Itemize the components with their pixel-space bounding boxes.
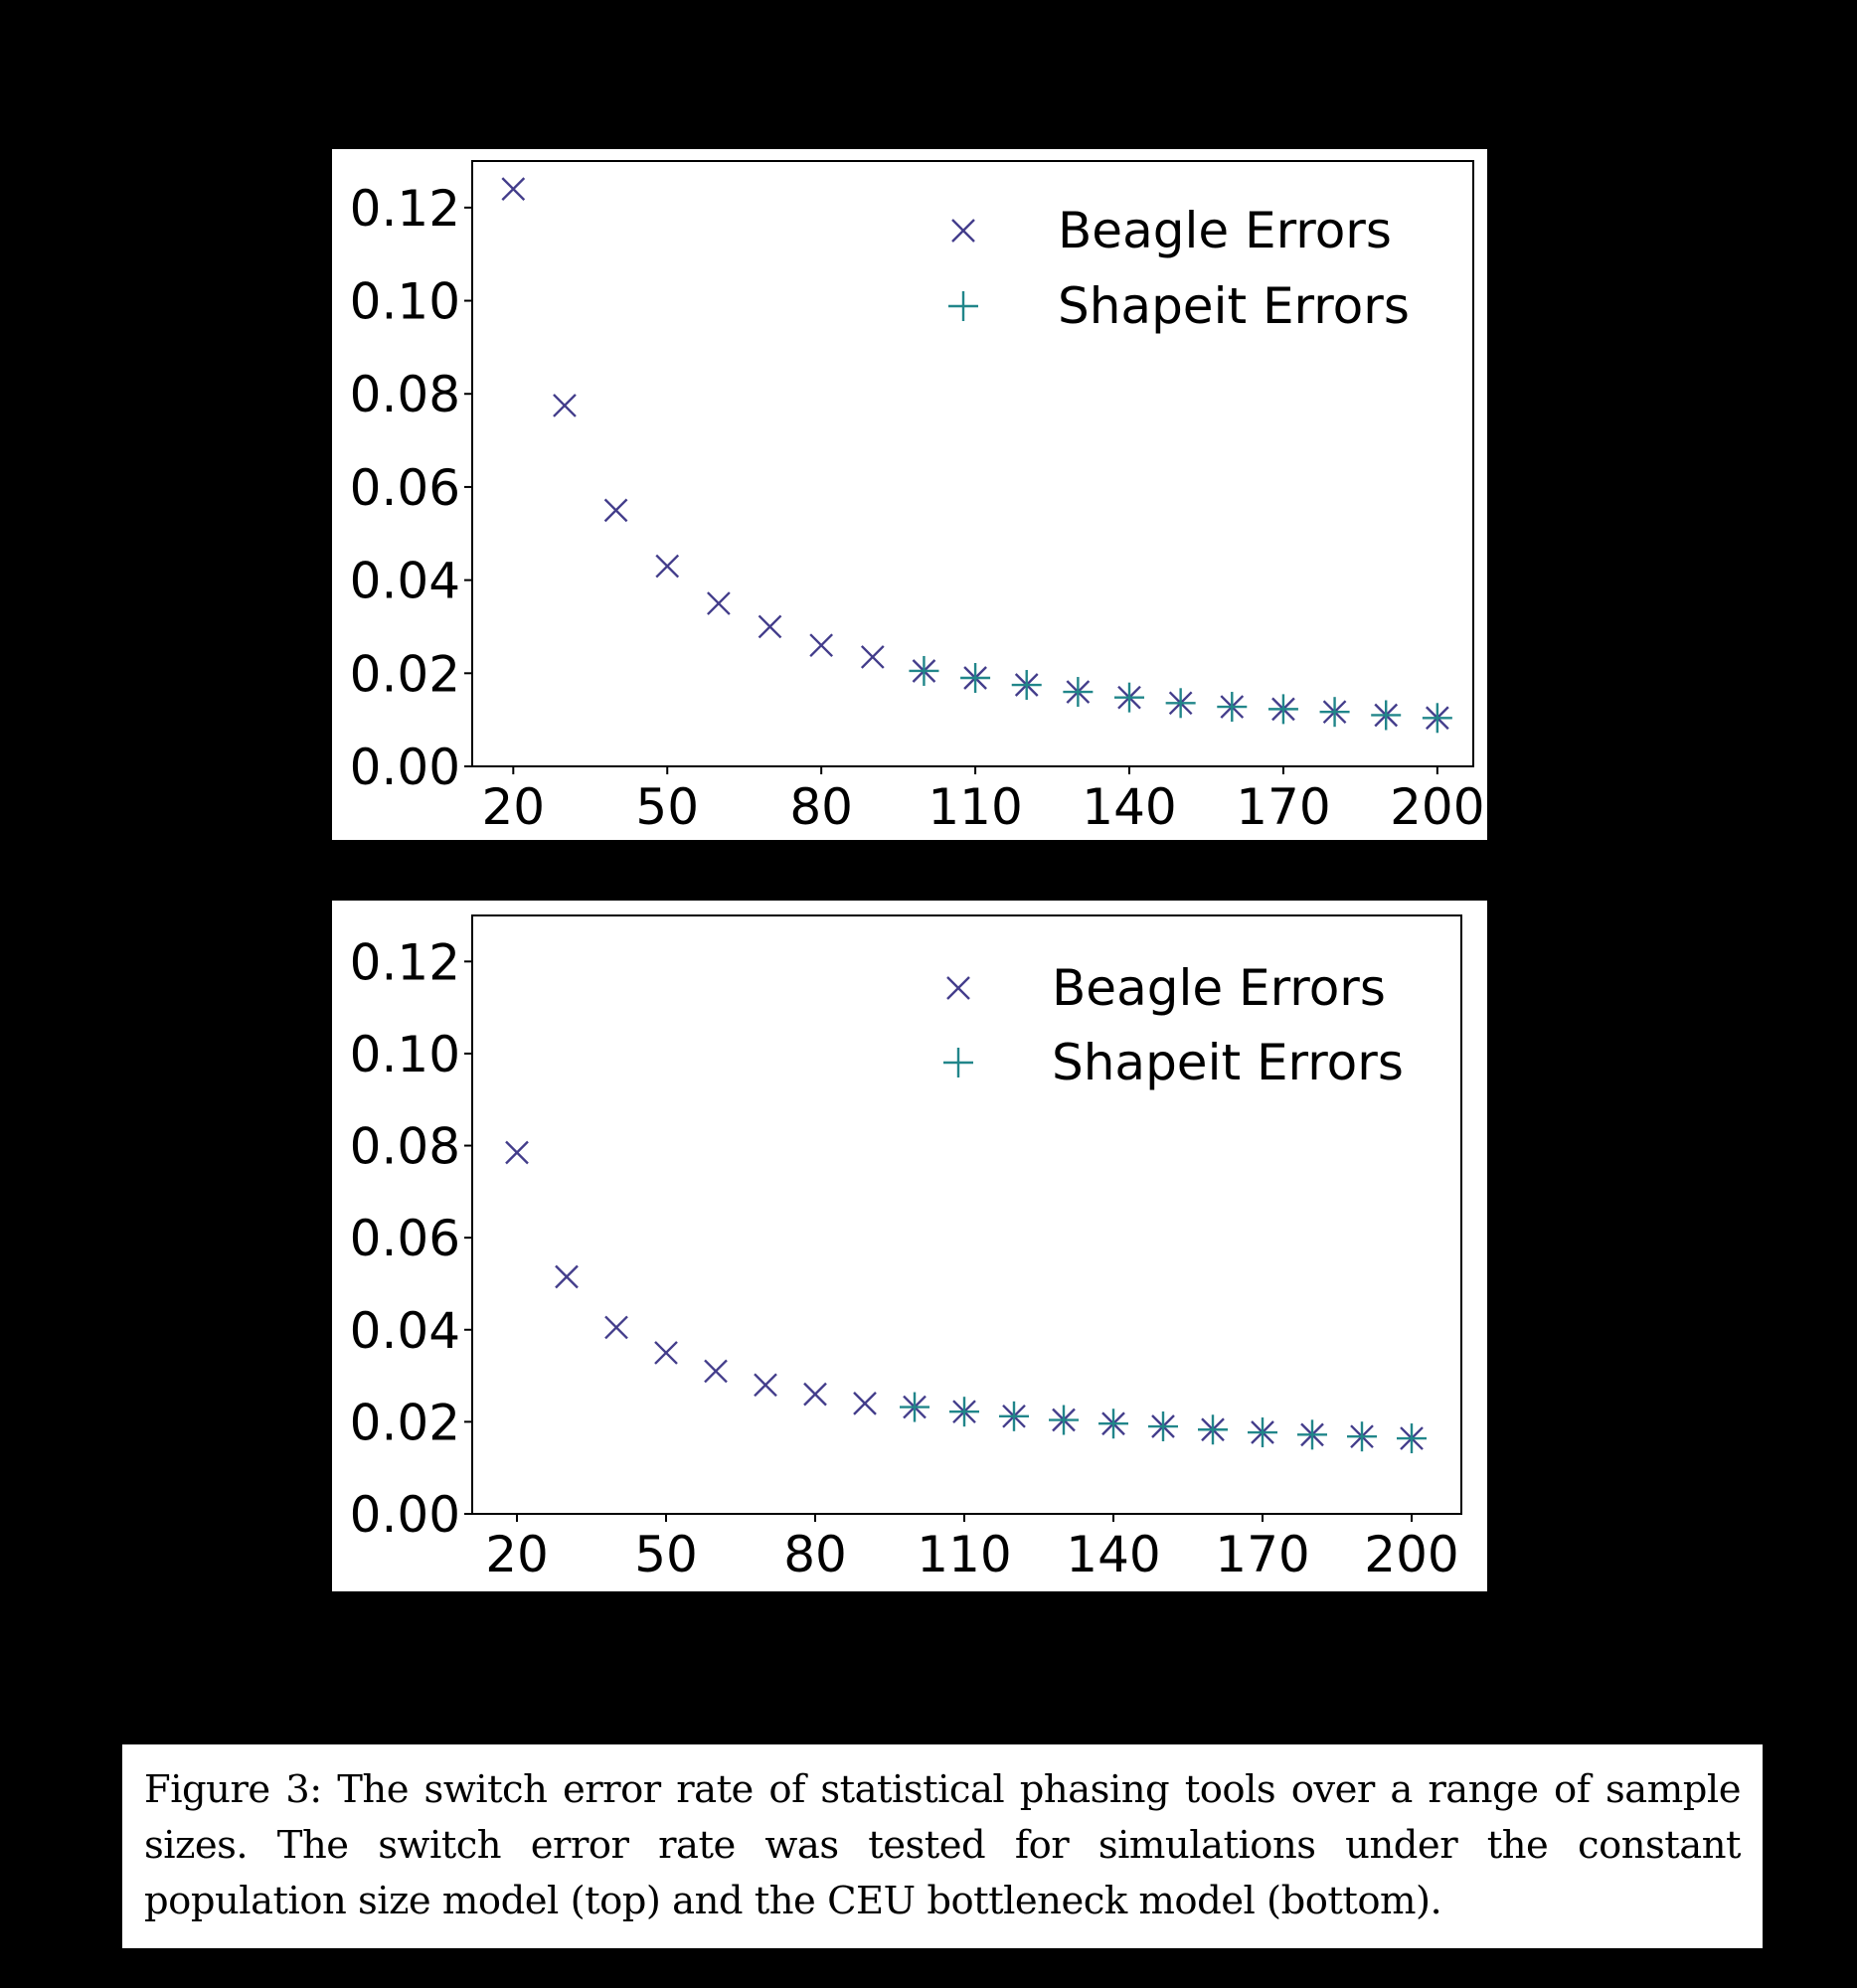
legend-shapeit-marker [943, 1048, 973, 1077]
y-tick-label: 0.02 [349, 645, 460, 704]
legend-beagle-marker [952, 220, 974, 242]
beagle-error-point [804, 1384, 826, 1406]
y-tick-label: 0.12 [349, 179, 460, 238]
legend-beagle-marker [947, 977, 969, 999]
y-tick-label: 0.10 [349, 1025, 460, 1083]
beagle-error-point [708, 592, 730, 614]
y-tick-label: 0.10 [349, 272, 460, 331]
bottom-chart-panel [332, 901, 1487, 1591]
x-tick-label: 110 [917, 1526, 1012, 1583]
x-tick-label: 110 [928, 778, 1023, 836]
beagle-error-point [862, 646, 884, 668]
y-tick-label: 0.08 [349, 1117, 460, 1176]
x-tick-label: 170 [1236, 778, 1331, 836]
legend-beagle-label: Beagle Errors [1058, 202, 1392, 259]
beagle-error-point [854, 1393, 876, 1414]
y-tick-label: 0.02 [349, 1394, 460, 1452]
y-tick-label: 0.04 [349, 552, 460, 610]
bottom-chart [332, 901, 1487, 1591]
beagle-error-point [605, 1316, 627, 1338]
legend-shapeit-marker [948, 291, 978, 321]
x-tick-label: 140 [1066, 1526, 1161, 1583]
x-tick-label: 200 [1390, 778, 1485, 836]
y-tick-label: 0.04 [349, 1301, 460, 1360]
beagle-error-point [755, 1374, 776, 1396]
y-tick-label: 0.12 [349, 933, 460, 992]
beagle-error-point [705, 1360, 727, 1382]
y-tick-label: 0.06 [349, 1210, 460, 1268]
y-tick-label: 0.00 [349, 739, 460, 796]
beagle-error-point [502, 178, 524, 200]
x-tick-label: 200 [1364, 1526, 1459, 1583]
x-tick-label: 80 [783, 1526, 847, 1583]
beagle-error-point [506, 1141, 528, 1163]
top-chart [332, 149, 1487, 840]
x-tick-label: 20 [481, 778, 546, 836]
legend-shapeit-label: Shapeit Errors [1052, 1034, 1404, 1091]
x-tick-label: 50 [635, 778, 700, 836]
y-tick-label: 0.08 [349, 366, 460, 424]
figure-caption: Figure 3: The switch error rate of statistical phasing tools over a range of sample sizes. The switch error rate was tested for simulations under the constant population size model (top) and the CEU bottleneck model (bottom). [144, 1767, 1741, 1923]
y-tick-label: 0.00 [349, 1486, 460, 1544]
beagle-error-point [556, 1266, 578, 1288]
x-tick-label: 20 [485, 1526, 549, 1583]
beagle-error-point [605, 499, 627, 521]
beagle-error-point [554, 395, 576, 416]
beagle-error-point [656, 556, 678, 578]
y-tick-label: 0.06 [349, 458, 460, 517]
beagle-error-point [810, 634, 832, 656]
legend-beagle-label: Beagle Errors [1052, 959, 1386, 1017]
top-chart-panel [332, 149, 1487, 840]
x-tick-label: 170 [1215, 1526, 1310, 1583]
x-tick-label: 80 [789, 778, 853, 836]
x-tick-label: 50 [634, 1526, 698, 1583]
beagle-error-point [655, 1342, 677, 1364]
legend-shapeit-label: Shapeit Errors [1058, 277, 1410, 335]
x-tick-label: 140 [1082, 778, 1177, 836]
figure-caption-box [122, 1744, 1763, 1948]
beagle-error-point [760, 615, 781, 637]
